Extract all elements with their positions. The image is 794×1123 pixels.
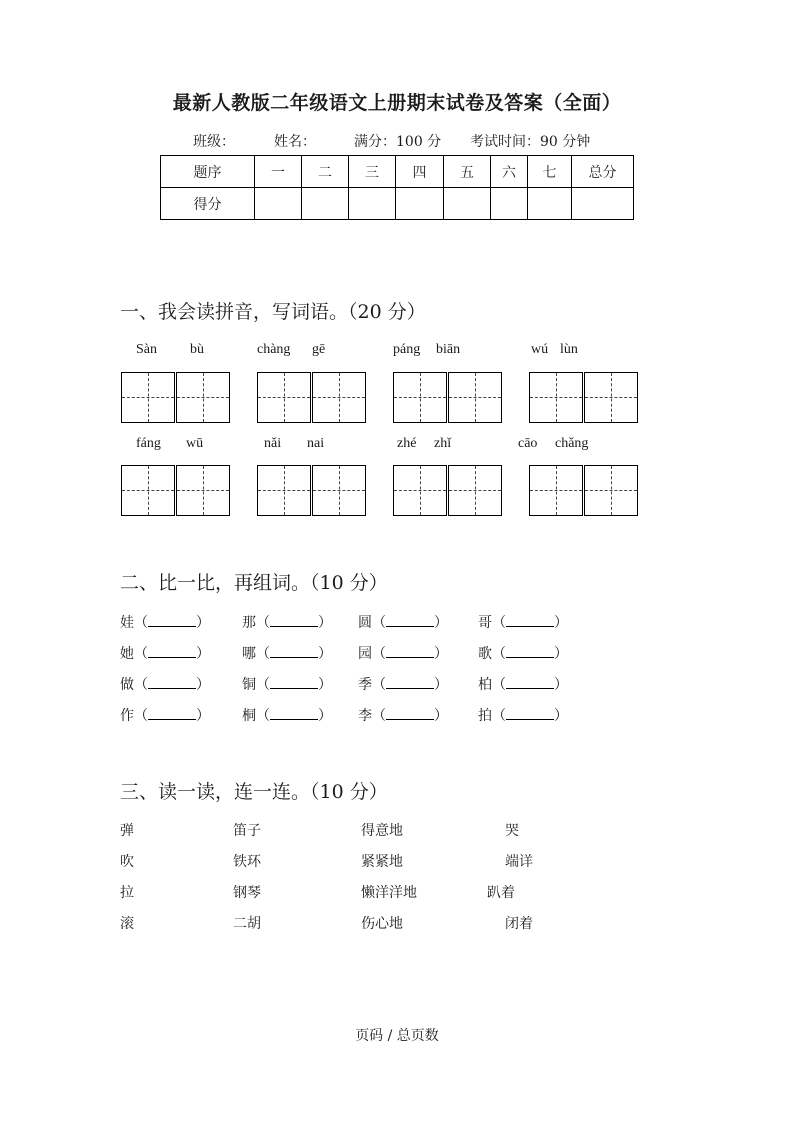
match-item[interactable]: 闭着 [505, 916, 533, 932]
pinyin-syllable: wú [531, 342, 549, 357]
score-cell[interactable] [491, 188, 528, 220]
writing-box[interactable] [393, 465, 447, 516]
writing-box[interactable] [529, 465, 583, 516]
name-label: 姓名： [274, 134, 316, 150]
match-item[interactable]: 滚 [120, 916, 134, 932]
compare-char: 铜 [242, 677, 256, 693]
close-paren: ） [434, 708, 448, 724]
answer-blank[interactable] [386, 614, 434, 627]
writing-box[interactable] [448, 465, 502, 516]
open-paren: （ [492, 677, 506, 693]
compare-char: 作 [120, 708, 134, 724]
compare-char: 园 [358, 646, 372, 662]
answer-blank[interactable] [386, 676, 434, 689]
answer-blank[interactable] [148, 676, 196, 689]
answer-blank[interactable] [270, 707, 318, 720]
writing-box[interactable] [121, 465, 175, 516]
compare-item [478, 705, 568, 725]
score-cell[interactable] [572, 188, 634, 220]
compare-char: 圆 [358, 615, 372, 631]
close-paren: ） [554, 708, 568, 724]
compare-item [358, 705, 448, 725]
close-paren: ） [196, 708, 210, 724]
score-cell[interactable] [302, 188, 349, 220]
match-item[interactable]: 得意地 [361, 823, 403, 839]
match-item[interactable]: 笛子 [233, 823, 261, 839]
pinyin-syllable: chàng [257, 342, 291, 357]
writing-box[interactable] [257, 372, 311, 423]
open-paren: （ [256, 646, 270, 662]
page-title: 最新人教版二年级语文上册期末试卷及答案（全面） [172, 92, 622, 114]
answer-blank[interactable] [270, 645, 318, 658]
writing-box[interactable] [121, 372, 175, 423]
pinyin-syllable: biān [436, 342, 461, 357]
close-paren: ） [434, 615, 448, 631]
pinyin-syllable: nai [307, 436, 325, 451]
match-item[interactable]: 二胡 [233, 916, 261, 932]
score-cell[interactable] [396, 188, 444, 220]
match-item[interactable]: 钢琴 [233, 885, 261, 901]
match-item[interactable]: 铁环 [233, 854, 261, 870]
close-paren: ） [318, 615, 332, 631]
match-item[interactable]: 伤心地 [361, 916, 403, 932]
writing-box[interactable] [257, 465, 311, 516]
score-header-cell: 总分 [572, 156, 634, 188]
close-paren: ） [434, 677, 448, 693]
answer-blank[interactable] [386, 645, 434, 658]
close-paren: ） [196, 646, 210, 662]
section1-heading: 一、我会读拼音，写词语。（20 分） [120, 301, 426, 323]
match-item[interactable]: 紧紧地 [361, 854, 403, 870]
match-item[interactable]: 吹 [120, 854, 134, 870]
open-paren: （ [134, 708, 148, 724]
open-paren: （ [492, 708, 506, 724]
full-score: 满分：100 分 [354, 134, 442, 150]
compare-char: 拍 [478, 708, 492, 724]
open-paren: （ [372, 708, 386, 724]
score-table-score-row [161, 188, 634, 220]
pinyin-syllable: bù [190, 342, 204, 357]
writing-box[interactable] [584, 372, 638, 423]
answer-blank[interactable] [506, 614, 554, 627]
score-table-header-row [161, 156, 634, 188]
open-paren: （ [134, 615, 148, 631]
compare-char: 歌 [478, 646, 492, 662]
pinyin-syllable: cāo [518, 436, 538, 451]
close-paren: ） [554, 646, 568, 662]
open-paren: （ [372, 615, 386, 631]
compare-char: 季 [358, 677, 372, 693]
pinyin-syllable: chǎng [555, 436, 589, 451]
compare-item [242, 612, 332, 632]
close-paren: ） [554, 615, 568, 631]
answer-blank[interactable] [148, 614, 196, 627]
class-label: 班级： [193, 134, 235, 150]
open-paren: （ [372, 646, 386, 662]
answer-blank[interactable] [506, 707, 554, 720]
score-header-cell: 四 [396, 156, 444, 188]
score-cell[interactable] [349, 188, 396, 220]
compare-item [120, 674, 210, 694]
close-paren: ） [434, 646, 448, 662]
section3-heading: 三、读一读，连一连。（10 分） [120, 781, 388, 803]
compare-char: 那 [242, 615, 256, 631]
exam-time: 考试时间：90 分钟 [470, 134, 591, 150]
open-paren: （ [256, 708, 270, 724]
score-cell[interactable] [255, 188, 302, 220]
score-header-cell: 题序 [161, 156, 255, 188]
score-header-cell: 三 [349, 156, 396, 188]
answer-blank[interactable] [148, 707, 196, 720]
score-cell[interactable] [528, 188, 572, 220]
compare-item [358, 612, 448, 632]
match-item[interactable]: 弹 [120, 823, 134, 839]
writing-box[interactable] [448, 372, 502, 423]
score-table [160, 155, 634, 220]
writing-box[interactable] [312, 372, 366, 423]
score-cell[interactable] [444, 188, 491, 220]
score-row-label: 得分 [161, 188, 255, 220]
score-header-cell: 七 [528, 156, 572, 188]
compare-char: 娃 [120, 615, 134, 631]
match-item[interactable]: 拉 [120, 885, 134, 901]
writing-box[interactable] [584, 465, 638, 516]
close-paren: ） [196, 615, 210, 631]
match-item[interactable]: 端详 [505, 854, 533, 870]
section2-heading: 二、比一比，再组词。（10 分） [120, 572, 388, 594]
pinyin-syllable: zhé [397, 436, 417, 451]
writing-box[interactable] [176, 372, 230, 423]
compare-char: 李 [358, 708, 372, 724]
compare-item [242, 674, 332, 694]
pinyin-syllable: nǎi [264, 436, 282, 451]
pinyin-syllable: gē [312, 342, 326, 357]
open-paren: （ [256, 615, 270, 631]
pinyin-syllable: fáng [136, 436, 161, 451]
compare-char: 哪 [242, 646, 256, 662]
page-footer: 页码 / 总页数 [355, 1028, 439, 1044]
compare-item [358, 643, 448, 663]
match-item[interactable]: 哭 [505, 823, 519, 839]
answer-blank[interactable] [270, 614, 318, 627]
pinyin-syllable: zhǐ [434, 436, 452, 451]
score-header-cell: 一 [255, 156, 302, 188]
score-header-cell: 六 [491, 156, 528, 188]
compare-item [120, 705, 210, 725]
compare-item [478, 643, 568, 663]
match-item[interactable]: 趴着 [487, 885, 515, 901]
pinyin-syllable: páng [393, 342, 421, 357]
writing-box[interactable] [312, 465, 366, 516]
compare-char: 她 [120, 646, 134, 662]
compare-item [120, 612, 210, 632]
compare-item [120, 643, 210, 663]
compare-char: 桐 [242, 708, 256, 724]
compare-item [242, 705, 332, 725]
close-paren: ） [318, 677, 332, 693]
writing-box[interactable] [176, 465, 230, 516]
writing-box[interactable] [529, 372, 583, 423]
close-paren: ） [554, 677, 568, 693]
close-paren: ） [318, 708, 332, 724]
compare-item [242, 643, 332, 663]
open-paren: （ [256, 677, 270, 693]
open-paren: （ [372, 677, 386, 693]
answer-blank[interactable] [148, 645, 196, 658]
compare-item [478, 612, 568, 632]
compare-char: 柏 [478, 677, 492, 693]
open-paren: （ [492, 615, 506, 631]
close-paren: ） [318, 646, 332, 662]
answer-blank[interactable] [386, 707, 434, 720]
compare-item [358, 674, 448, 694]
open-paren: （ [134, 646, 148, 662]
compare-char: 哥 [478, 615, 492, 631]
answer-blank[interactable] [506, 645, 554, 658]
open-paren: （ [134, 677, 148, 693]
open-paren: （ [492, 646, 506, 662]
answer-blank[interactable] [506, 676, 554, 689]
compare-item [478, 674, 568, 694]
match-item[interactable]: 懒洋洋地 [361, 885, 417, 901]
score-header-cell: 二 [302, 156, 349, 188]
pinyin-syllable: Sàn [136, 342, 157, 357]
writing-box[interactable] [393, 372, 447, 423]
pinyin-syllable: wū [186, 436, 204, 451]
close-paren: ） [196, 677, 210, 693]
score-header-cell: 五 [444, 156, 491, 188]
answer-blank[interactable] [270, 676, 318, 689]
compare-char: 做 [120, 677, 134, 693]
pinyin-syllable: lùn [560, 342, 578, 357]
